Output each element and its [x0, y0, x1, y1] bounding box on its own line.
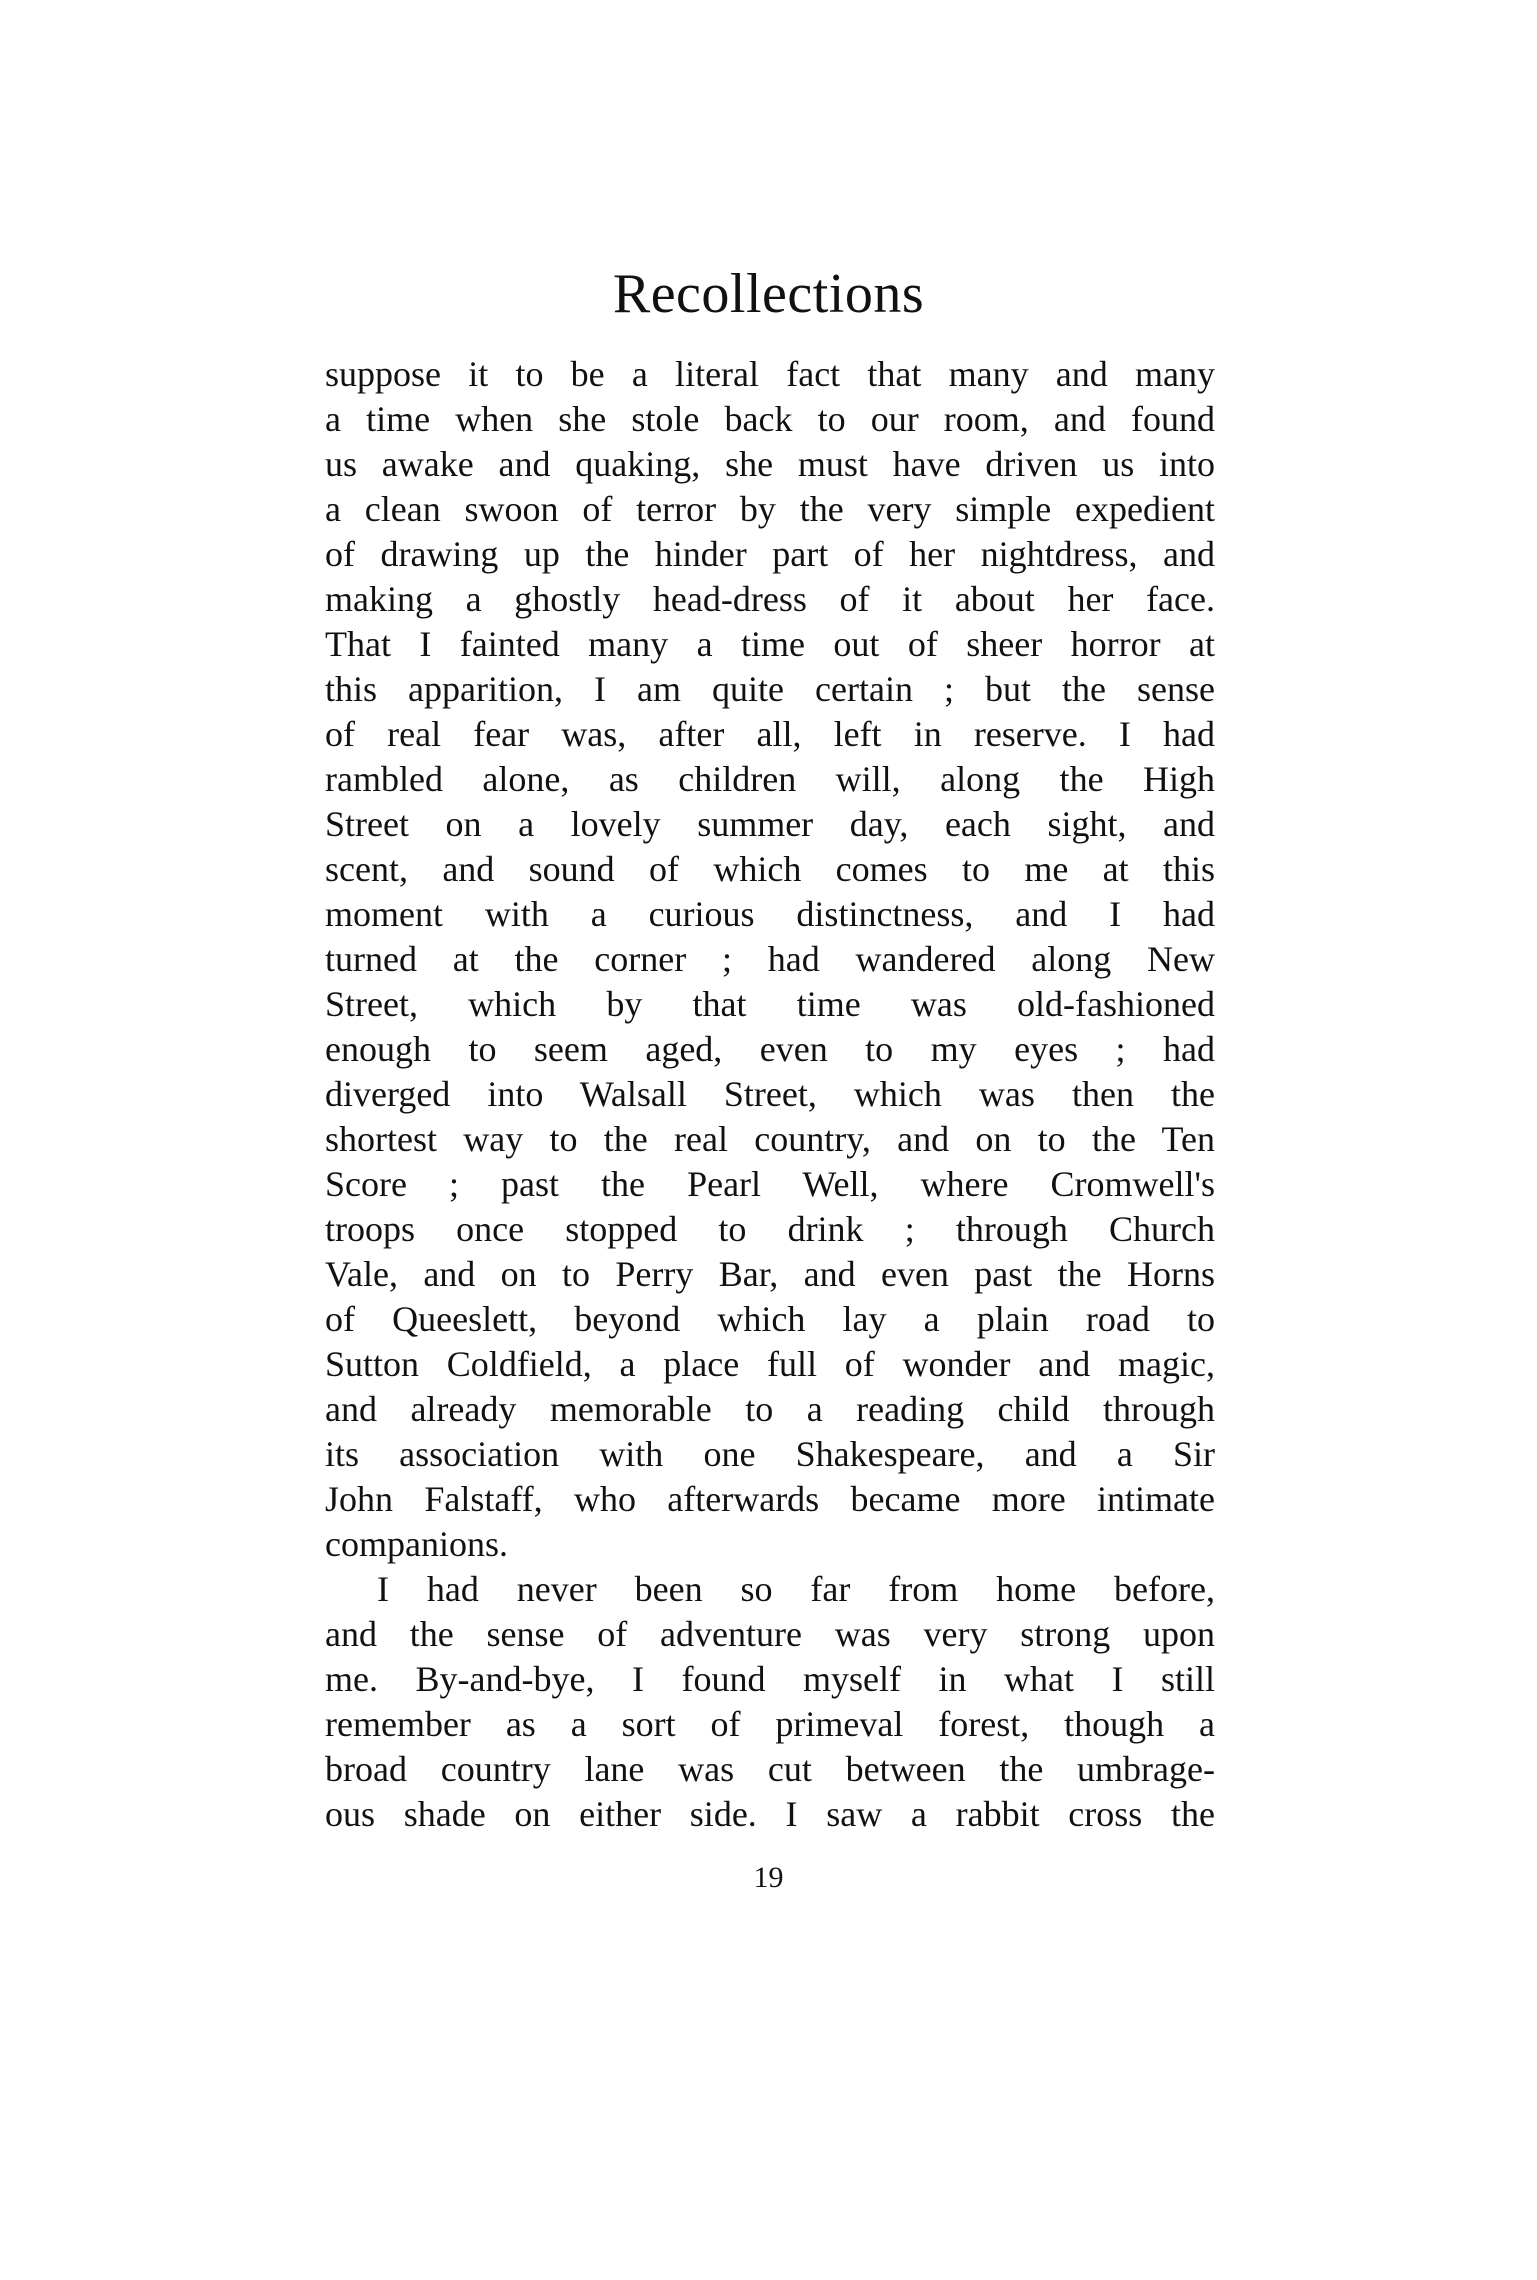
text-line: That I fainted many a time out of sheer horror at	[325, 624, 1215, 664]
text-line: me. By-and-bye, I found myself in what I still	[325, 1659, 1215, 1699]
text-line: moment with a curious distinctness, and I had	[325, 894, 1215, 934]
text-line: Street, which by that time was old-fashioned	[325, 984, 1215, 1024]
text-line: us awake and quaking, she must have driven us into	[325, 444, 1215, 484]
text-line: scent, and sound of which comes to me at this	[325, 849, 1215, 889]
text-line: and the sense of adventure was very strong upon	[325, 1614, 1215, 1654]
text-line: Score ; past the Pearl Well, where Cromwell's	[325, 1164, 1215, 1204]
text-line: troops once stopped to drink ; through Church	[325, 1209, 1215, 1249]
text-line: ous shade on either side. I saw a rabbit cross the	[325, 1794, 1215, 1834]
text-line: of real fear was, after all, left in reserve. I had	[325, 714, 1215, 754]
text-line: its association with one Shakespeare, and a Sir	[325, 1434, 1215, 1474]
text-line: diverged into Walsall Street, which was then the	[325, 1074, 1215, 1114]
text-line: rambled alone, as children will, along the High	[325, 759, 1215, 799]
text-line: of Queeslett, beyond which lay a plain road to	[325, 1299, 1215, 1339]
text-line: suppose it to be a literal fact that many and many	[325, 354, 1215, 394]
text-line: John Falstaff, who afterwards became more intimate	[325, 1479, 1215, 1519]
text-line: of drawing up the hinder part of her nightdress, and	[325, 534, 1215, 574]
text-line: Vale, and on to Perry Bar, and even past the Horns	[325, 1254, 1215, 1294]
text-line: Street on a lovely summer day, each sight, and	[325, 804, 1215, 844]
body-text	[325, 352, 1215, 1837]
text-line: turned at the corner ; had wandered along New	[325, 939, 1215, 979]
text-line: Sutton Coldfield, a place full of wonder and magic,	[325, 1344, 1215, 1384]
text-line: this apparition, I am quite certain ; but the sense	[325, 669, 1215, 709]
text-line: I had never been so far from home before,	[377, 1569, 1215, 1609]
text-line: remember as a sort of primeval forest, though a	[325, 1704, 1215, 1744]
page-number: 19	[753, 1861, 784, 1894]
text-line: a clean swoon of terror by the very simple expedient	[325, 489, 1215, 529]
text-line: shortest way to the real country, and on to the Ten	[325, 1119, 1215, 1159]
text-line: enough to seem aged, even to my eyes ; had	[325, 1029, 1215, 1069]
text-line: broad country lane was cut between the umbrage-	[325, 1749, 1215, 1789]
text-line: making a ghostly head-dress of it about her face.	[325, 579, 1215, 619]
text-line: and already memorable to a reading child through	[325, 1389, 1215, 1429]
text-line: companions.	[325, 1524, 508, 1564]
running-head-title: Recollections	[612, 263, 925, 325]
text-line: a time when she stole back to our room, and found	[325, 399, 1215, 439]
